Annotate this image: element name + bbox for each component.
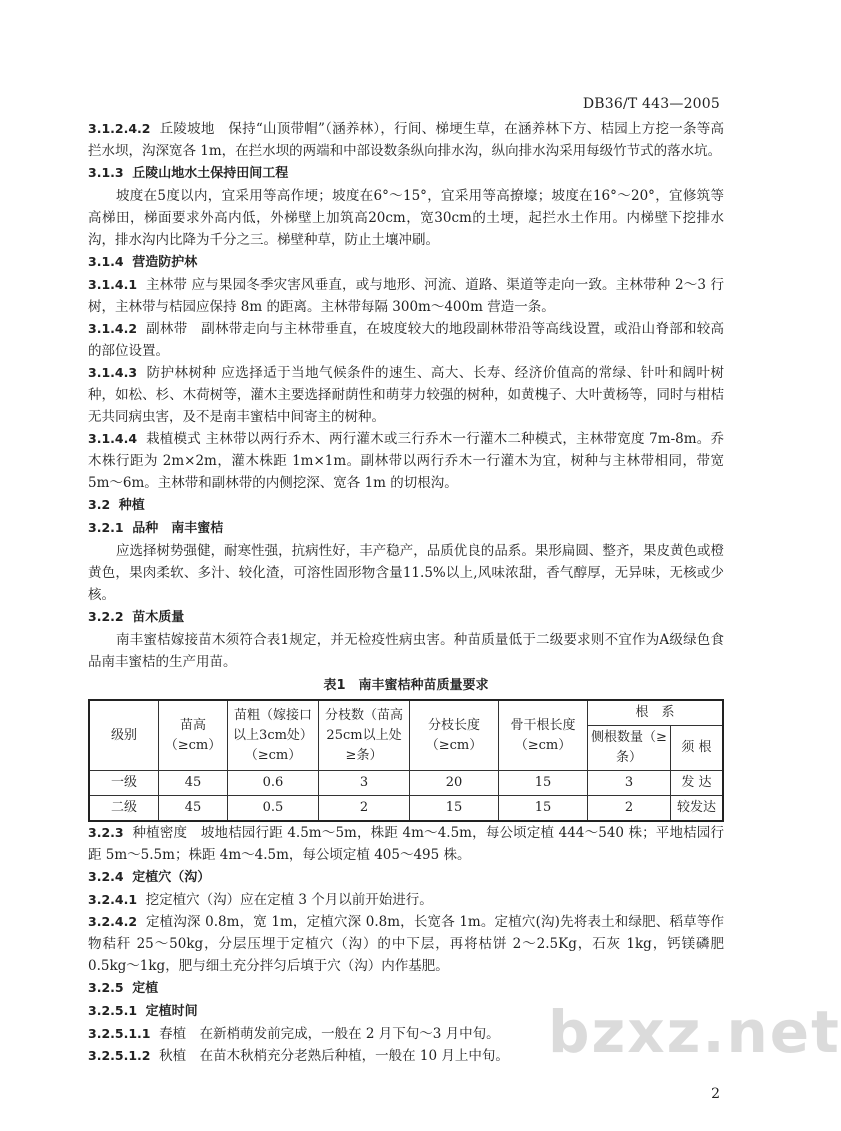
- section-number: 3.1.4: [88, 254, 124, 269]
- clause-text: 主林带 应与果园冬季灾害风垂直，或与地形、河流、道路、渠道等走向一致。主林带种 2～3 行树，主林带与桔园应保持 8m 的距离。主林带每隔 300m～400m 营造一条。: [88, 277, 724, 315]
- cell-grade: 二级: [89, 796, 159, 822]
- section-title: 定植: [132, 981, 159, 996]
- table-row: [89, 771, 723, 796]
- clause-3-1-2-4-2: [88, 118, 724, 162]
- section-number: 3.2.4: [88, 869, 124, 884]
- section-heading-3-2-2: [88, 606, 724, 629]
- clause-text: 栽植模式 主林带以两行乔木、两行灌木或三行乔木一行灌木二种模式，主林带宽度 7m-8m。乔木株行距为 2m×2m，灌木株距 1m×1m。副林带以两行乔木一行灌木为宜，树种与主林带相同，带宽 5m～6m。主林带和副林带的内侧挖深、宽各 1m 的切根沟。: [88, 431, 724, 491]
- clause-3-1-4-2: [88, 318, 724, 362]
- cell-height: 45: [159, 796, 228, 822]
- clause-number: 3.1.4.1: [88, 277, 138, 292]
- cell-branches: 3: [319, 771, 410, 796]
- header-fibrous-root: 须 根: [671, 726, 724, 771]
- section-heading-3-1-3: [88, 162, 724, 185]
- section-number: 3.2: [88, 497, 111, 512]
- clause-3-2-3: [88, 822, 724, 866]
- cell-fibrous: 较发达: [671, 796, 724, 822]
- cell-fibrous: 发 达: [671, 771, 724, 796]
- clause-3-1-4-3: [88, 362, 724, 428]
- clause-text: 秋植 在苗木秋梢充分老熟后种植，一般在 10 月上中旬。: [159, 1048, 509, 1064]
- table-caption: 表1 南丰蜜桔种苗质量要求: [323, 678, 489, 693]
- section-heading-3-2-4: [88, 866, 724, 889]
- section-title: 定植时间: [145, 1004, 198, 1019]
- section-title: 定植穴（沟）: [132, 870, 211, 885]
- cell-root-length: 15: [499, 771, 588, 796]
- cell-height: 45: [159, 771, 228, 796]
- clause-text: 挖定植穴（沟）应在定植 3 个月以前开始进行。: [145, 892, 433, 908]
- clause-3-2-4-2: [88, 911, 724, 977]
- cell-side-roots: 3: [588, 771, 671, 796]
- section-number: 3.2.5: [88, 980, 124, 995]
- header-seedling-height: 苗高（≥cm）: [159, 700, 228, 771]
- cell-thickness: 0.6: [228, 771, 319, 796]
- section-title: 丘陵山地水土保持田间工程: [132, 166, 289, 181]
- section-title: 营造防护林: [132, 255, 198, 270]
- seedling-quality-table: [88, 699, 724, 822]
- cell-branch-length: 15: [410, 796, 499, 822]
- clause-number: 3.1.4.3: [88, 365, 138, 380]
- section-number: 3.2.5.1: [88, 1003, 138, 1018]
- clause-3-2-4-1: [88, 889, 724, 911]
- page-number: 2: [711, 1086, 720, 1102]
- clause-number: 3.1.4.4: [88, 431, 138, 446]
- clause-text: 定植沟深 0.8m，宽 1m，定植穴深 0.8m，长宽各 1m。定植穴(沟)先将表土和绿肥、稻草等作物秸秆 25～50kg，分层压埋于定植穴（沟）的中下层，再将枯饼 2～2.5Kg，石灰 1kg，钙镁磷肥 0.5kg～1kg，肥与细土充分拌匀后填于穴（沟）内作基肥。: [88, 914, 724, 974]
- section-title: 苗木质量: [132, 610, 185, 625]
- table-row: [89, 796, 723, 822]
- section-number: 3.1.3: [88, 165, 124, 180]
- section-title: 种植: [118, 498, 145, 513]
- cell-root-length: 15: [499, 796, 588, 822]
- clause-text: 丘陵坡地 保持“山顶带帽”（涵养林），行间、梯埂生草，在涵养林下方、桔园上方挖一条等高拦水坝，沟深宽各 1m，在拦水坝的两端和中部设数条纵向排水沟，纵向排水沟采用每级竹节式的落水坑。: [88, 121, 724, 159]
- cell-branch-length: 20: [410, 771, 499, 796]
- header-seedling-thickness: 苗粗（嫁接口以上3cm处）（≥cm）: [228, 700, 319, 771]
- header-grade: 级别: [89, 700, 159, 771]
- clause-number: 3.2.4.1: [88, 892, 138, 907]
- cell-branches: 2: [319, 796, 410, 822]
- clause-number: 3.2.3: [88, 825, 124, 840]
- section-number: 3.2.2: [88, 609, 124, 624]
- section-number: 3.2.1: [88, 520, 124, 535]
- clause-text: 防护林树种 应选择适于当地气候条件的速生、高大、长寿、经济价值高的常绿、针叶和阔叶树种，如松、杉、木荷树等，灌木主要选择耐荫性和萌芽力较强的树种，如黄槐子、大叶黄杨等，同时与柑桔无共同病虫害，及不是南丰蜜桔中间寄主的树种。: [88, 365, 724, 425]
- clause-number: 3.2.5.1.1: [88, 1026, 151, 1041]
- section-title: 品种 南丰蜜桔: [132, 521, 224, 536]
- header-side-root-count: 侧根数量（≥条）: [588, 726, 671, 771]
- header-root-system: 根 系: [588, 700, 724, 726]
- watermark: bzxz.net: [548, 998, 841, 1066]
- cell-grade: 一级: [89, 771, 159, 796]
- clause-text: 副林带 副林带走向与主林带垂直，在坡度较大的地段副林带沿等高线设置，或沿山脊部和较高的部位设置。: [88, 321, 725, 359]
- section-heading-3-2-5: [88, 977, 724, 1000]
- table-header-row: [89, 700, 723, 726]
- section-heading-3-2-1: [88, 517, 724, 540]
- clause-text: 春植 在新梢萌发前完成，一般在 2 月下旬～3 月中旬。: [159, 1026, 500, 1042]
- cell-side-roots: 2: [588, 796, 671, 822]
- section-heading-3-1-4: [88, 251, 724, 274]
- clause-3-1-4-4: [88, 428, 724, 494]
- document-code: DB36/T 443—2005: [582, 96, 720, 112]
- clause-number: 3.1.4.2: [88, 321, 138, 336]
- clause-number: 3.1.2.4.2: [88, 121, 151, 136]
- clause-text: 种植密度 坡地桔园行距 4.5m～5m，株距 4m～4.5m，每公顷定植 444～540 株；平地桔园行距 5m～5.5m；株距 4m～4.5m，每公顷定植 405～495 株。: [88, 825, 724, 863]
- document-body: [88, 118, 724, 1067]
- clause-number: 3.2.4.2: [88, 914, 138, 929]
- paragraph-3-2-1: 应选择树势强健，耐寒性强，抗病性好，丰产稳产，品质优良的品系。果形扁圆、整齐，果皮黄色或橙黄色，果肉柔软、多汁、较化渣，可溶性固形物含量11.5%以上,风味浓甜，香气醇厚，无异味，无核或少核。: [88, 543, 724, 603]
- header-branch-count: 分枝数（苗高25cm以上处≥条）: [319, 700, 410, 771]
- header-branch-length: 分枝长度（≥cm）: [410, 700, 499, 771]
- cell-thickness: 0.5: [228, 796, 319, 822]
- clause-3-1-4-1: [88, 274, 724, 318]
- paragraph-3-2-2: 南丰蜜桔嫁接苗木须符合表1规定，并无检疫性病虫害。种苗质量低于二级要求则不宜作为A级绿色食品南丰蜜桔的生产用苗。: [88, 632, 724, 670]
- paragraph-3-1-3: 坡度在5度以内，宜采用等高作埂；坡度在6°～15°，宜采用等高撩壕；坡度在16°～20°，宜修筑等高梯田，梯面要求外高内低，外梯壁上加筑高20cm，宽30cm的土埂，起拦水土作用。内梯壁下挖排水沟，排水沟内比降为千分之三。梯壁种草，防止土壤冲刷。: [88, 188, 724, 248]
- clause-number: 3.2.5.1.2: [88, 1048, 151, 1063]
- section-heading-3-2: [88, 494, 724, 517]
- header-root-length: 骨干根长度（≥cm）: [499, 700, 588, 771]
